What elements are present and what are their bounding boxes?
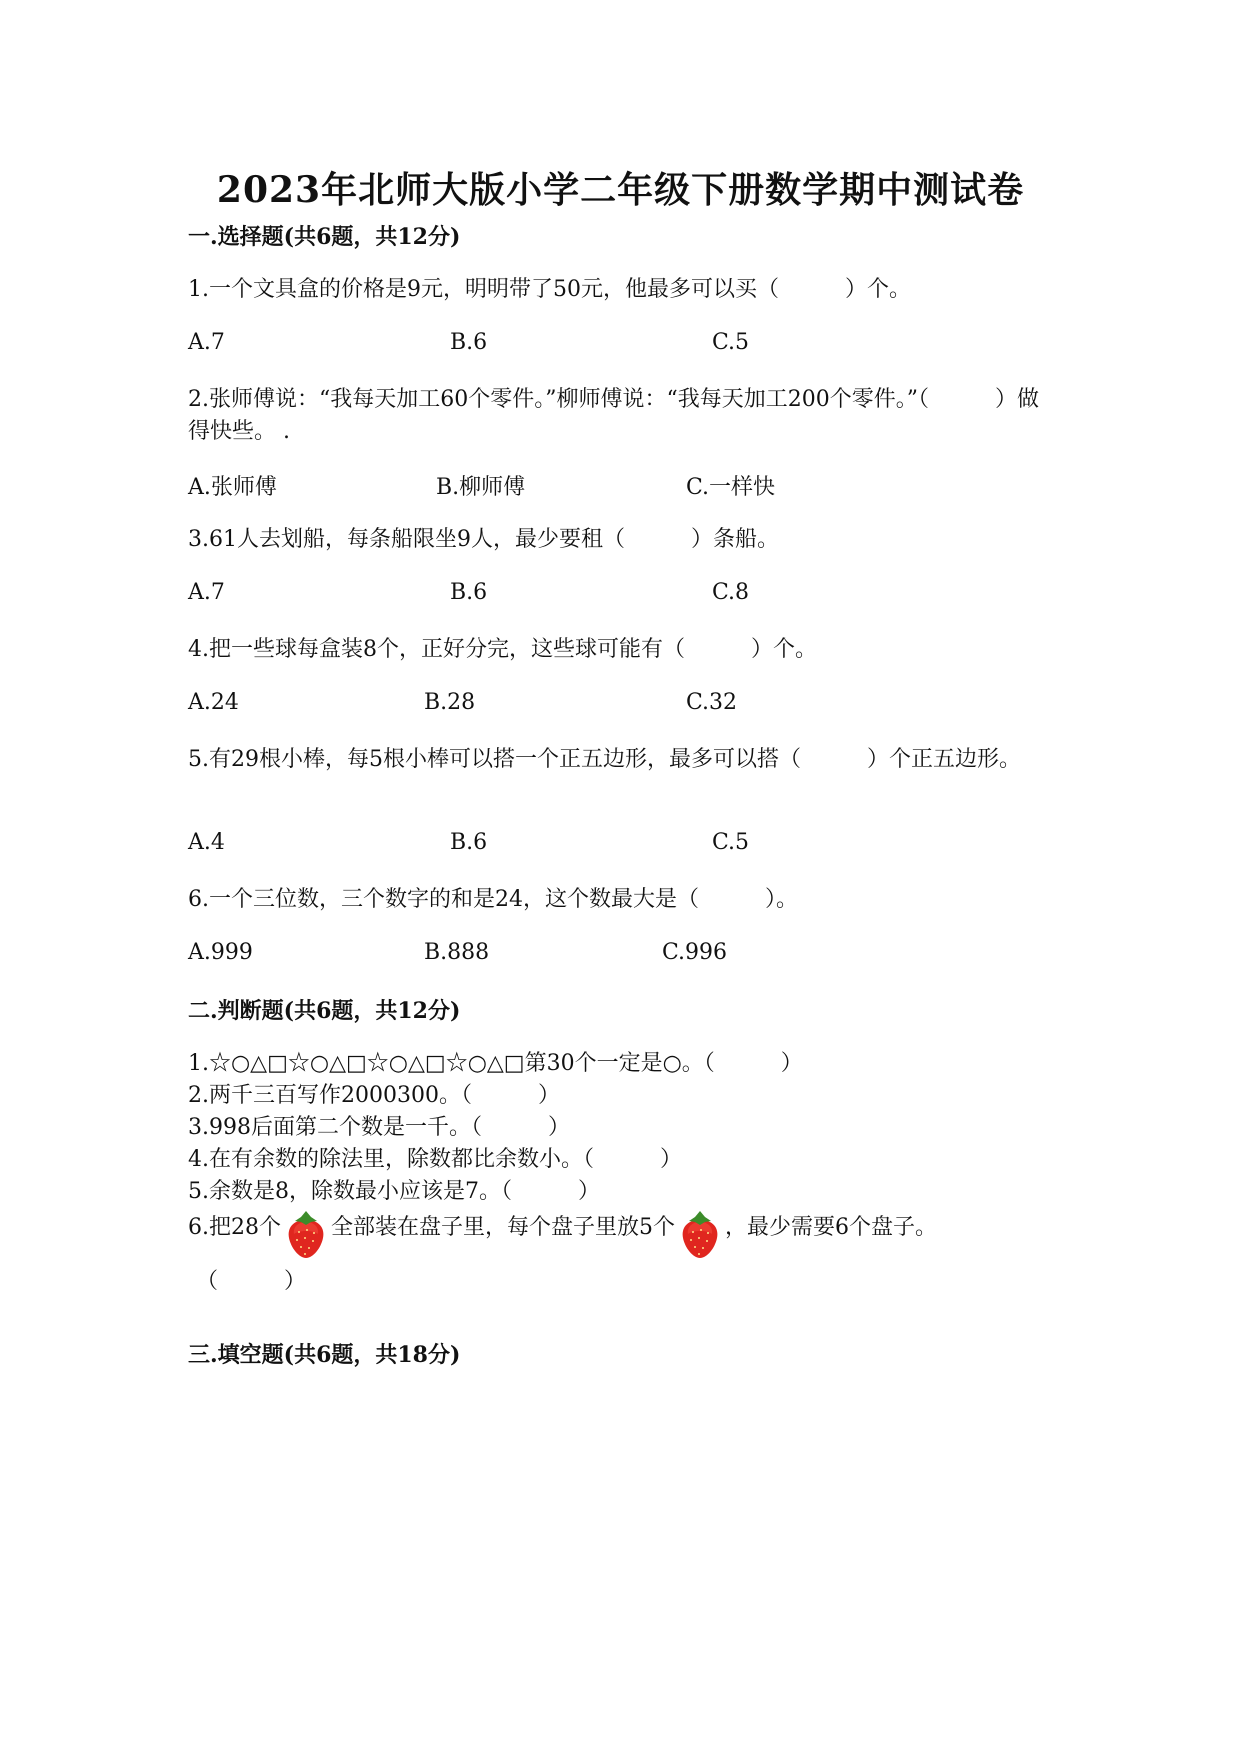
option-a: A.999 bbox=[188, 940, 253, 965]
option-a: A.4 bbox=[188, 830, 225, 855]
option-b: B.6 bbox=[450, 830, 488, 855]
option-b: B.888 bbox=[424, 940, 490, 965]
judge-item-3: 3.998后面第二个数是一千。（ ） bbox=[188, 1115, 570, 1140]
question-2: 2.张师傅说：“我每天加工60个零件。”柳师傅说：“我每天加工200个零件。”（ ）做得快些。 . bbox=[188, 387, 1039, 444]
question-3: 3.61人去划船，每条船限坐9人，最少要租（ ）条船。 bbox=[188, 527, 779, 552]
judge-item-6 bbox=[188, 1202, 937, 1254]
option-c: C.8 bbox=[712, 580, 750, 605]
strawberry-icon bbox=[285, 1208, 327, 1260]
option-b: B.6 bbox=[450, 580, 488, 605]
question-6: 6.一个三位数，三个数字的和是24，这个数最大是（ ）。 bbox=[188, 887, 798, 912]
section-heading-judge: 二.判断题(共6题，共12分) bbox=[188, 998, 461, 1024]
section-heading-choice: 一.选择题(共6题，共12分) bbox=[188, 224, 461, 250]
judge-item-5: 5.余数是8，除数最小应该是7。（ ） bbox=[188, 1179, 600, 1204]
judge-item-6-text-3: ，最少需要6个盘子。 bbox=[725, 1215, 937, 1240]
question-5: 5.有29根小棒，每5根小棒可以搭一个正五边形，最多可以搭（ ）个正五边形。 bbox=[188, 747, 1021, 772]
judge-item-6-text-2: 全部装在盘子里，每个盘子里放5个 bbox=[331, 1215, 675, 1240]
option-b: B.6 bbox=[450, 330, 488, 355]
question-4: 4.把一些球每盒装8个，正好分完，这些球可能有（ ）个。 bbox=[188, 637, 817, 662]
option-c: C.一样快 bbox=[686, 475, 776, 500]
option-a: A.24 bbox=[188, 690, 239, 715]
option-b: B.柳师傅 bbox=[436, 475, 526, 500]
judge-item-6-text-1: 6.把28个 bbox=[188, 1215, 281, 1240]
option-c: C.5 bbox=[712, 330, 750, 355]
option-a: A.7 bbox=[188, 580, 225, 605]
strawberry-icon bbox=[679, 1208, 721, 1260]
option-c: C.5 bbox=[712, 830, 750, 855]
page-title: 2023年北师大版小学二年级下册数学期中测试卷 bbox=[216, 169, 1025, 211]
option-c: C.996 bbox=[662, 940, 728, 965]
judge-item-1: 1.☆○△□☆○△□☆○△□☆○△□第30个一定是○。（ ） bbox=[188, 1051, 803, 1076]
option-c: C.32 bbox=[686, 690, 738, 715]
answer-parentheses: （ ） bbox=[196, 1269, 307, 1294]
option-a: A.7 bbox=[188, 330, 225, 355]
judge-item-2: 2.两千三百写作2000300。（ ） bbox=[188, 1083, 560, 1108]
question-1: 1.一个文具盒的价格是9元，明明带了50元，他最多可以买（ ）个。 bbox=[188, 277, 911, 302]
section-heading-fill: 三.填空题(共6题，共18分) bbox=[188, 1342, 461, 1368]
option-b: B.28 bbox=[424, 690, 476, 715]
option-a: A.张师傅 bbox=[188, 475, 277, 500]
judge-item-4: 4.在有余数的除法里，除数都比余数小。（ ） bbox=[188, 1147, 682, 1172]
